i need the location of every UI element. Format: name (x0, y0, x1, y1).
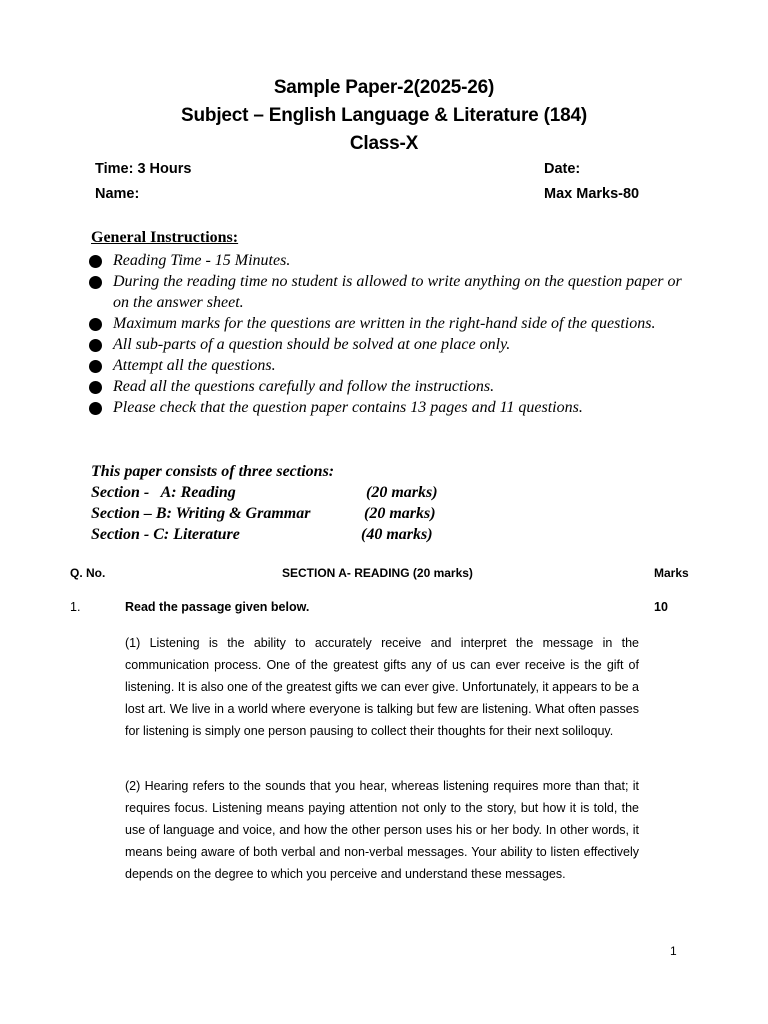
max-marks-label: Max Marks-80 (544, 186, 640, 202)
passage-paragraph-2: (2) Hearing refers to the sounds that you hear, whereas listening requires more than that; it requires focus. Listening means paying attention not only to the story, but how it is told, the use of language and voice, and how the other person uses his or her body. In other words, it means being aware of both verbal and non-verbal messages. Your ability to listen effectively depends on the degree to which you perceive and understand these messages. (125, 779, 639, 881)
sections-intro: This paper consists of three sections: (91, 463, 335, 480)
section-row-b (91, 503, 491, 524)
instruction-item: Attempt all the questions. (89, 355, 689, 376)
section-a-column-header: SECTION A- READING (20 marks) (282, 566, 473, 580)
instructions-list (89, 250, 689, 418)
section-a-label: Section - A: Reading (91, 484, 236, 501)
bullet-icon (89, 381, 102, 394)
bullet-icon (89, 318, 102, 331)
question-number: 1. (70, 600, 81, 614)
paper-title-line3: Class-X (349, 133, 419, 154)
page-number: 1 (670, 944, 677, 958)
paper-title-line1: Sample Paper-2(2025-26) (273, 77, 495, 98)
marks-column-header: Marks (654, 566, 689, 580)
bullet-icon (89, 255, 102, 268)
section-row-c (91, 524, 491, 545)
section-b-label: Section – B: Writing & Grammar (91, 505, 311, 522)
date-label: Date: (544, 161, 581, 177)
paper-title-line2: Subject – English Language & Literature (184) (181, 105, 587, 126)
instruction-item: Please check that the question paper contains 13 pages and 11 questions. (89, 397, 689, 418)
section-a-marks: (20 marks) (366, 484, 438, 501)
bullet-icon (89, 339, 102, 352)
bullet-icon (89, 360, 102, 373)
bullet-icon (89, 276, 102, 289)
question-prompt: Read the passage given below. (125, 600, 310, 614)
section-c-label: Section - C: Literature (91, 526, 240, 543)
qno-column-header: Q. No. (70, 566, 106, 580)
instruction-item: Maximum marks for the questions are written in the right-hand side of the questions. (89, 313, 689, 334)
general-instructions-heading: General Instructions: (91, 229, 239, 246)
passage-paragraph-1: (1) Listening is the ability to accurately receive and interpret the message in the communication process. One of the greatest gifts any of us can ever receive is the gift of listening. It is also one of the greatest gifts we can ever give. Unfortunately, it appears to be a lost art. We live in a world where everyone is talking but few are listening. What often passes for listening is simply one person pausing to collect their thoughts for their next soliloquy. (125, 636, 639, 738)
instruction-item: During the reading time no student is allowed to write anything on the question paper or on the answer sheet. (89, 271, 689, 313)
sections-info (91, 461, 491, 545)
section-c-marks: (40 marks) (361, 526, 433, 543)
instruction-item: Read all the questions carefully and follow the instructions. (89, 376, 689, 397)
question-marks: 10 (654, 600, 668, 614)
name-label: Name: (95, 186, 140, 202)
instruction-item: All sub-parts of a question should be solved at one place only. (89, 334, 689, 355)
time-label: Time: 3 Hours (95, 161, 192, 177)
instruction-item: Reading Time - 15 Minutes. (89, 250, 689, 271)
bullet-icon (89, 402, 102, 415)
section-row-a (91, 482, 491, 503)
section-b-marks: (20 marks) (364, 505, 436, 522)
